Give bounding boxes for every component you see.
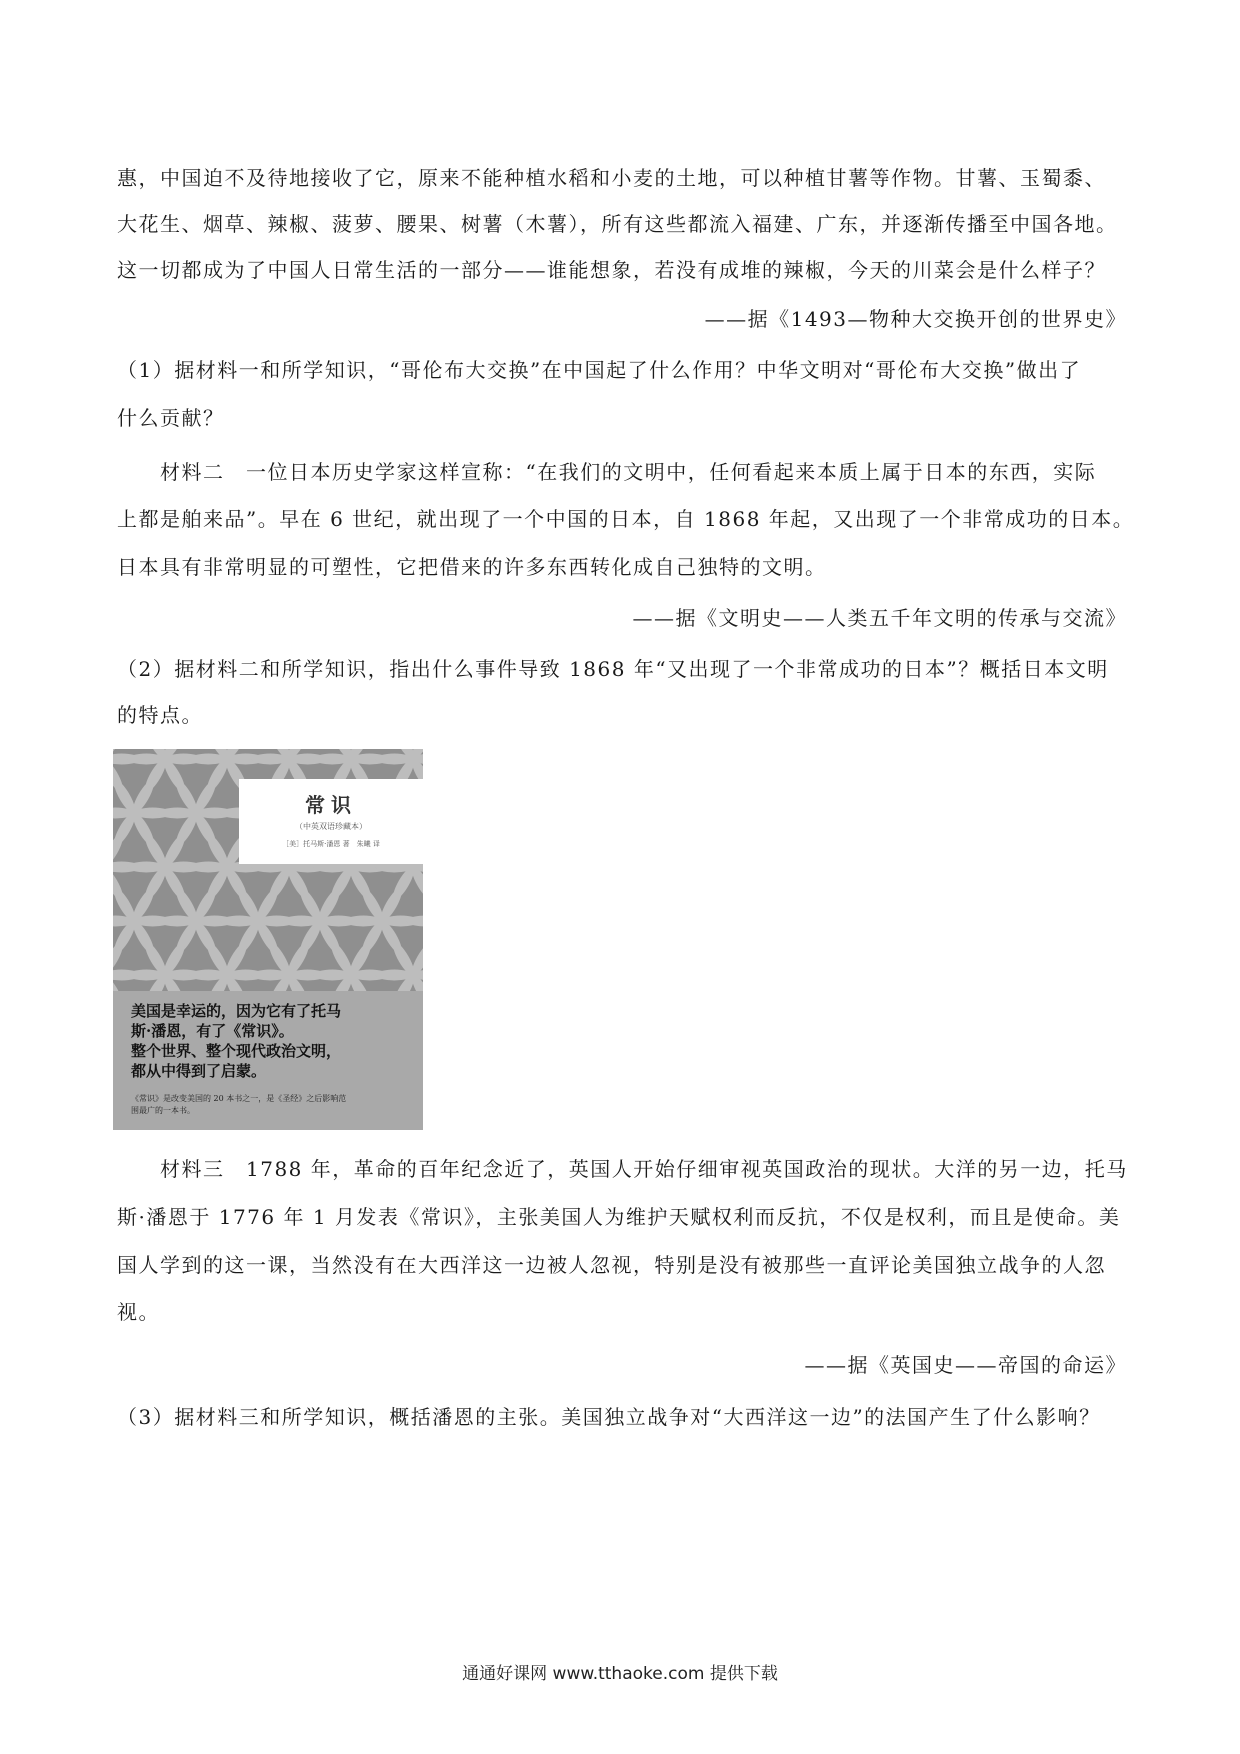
footer-watermark: 通通好课网 www.tthaoke.com 提供下载 <box>462 1664 778 1684</box>
pattern-star <box>376 940 423 991</box>
cover-title-box <box>239 779 423 864</box>
cover-title: 常识 <box>305 793 357 817</box>
book-cover-image <box>113 749 423 1130</box>
material1-line: 这一切都成为了中国人日常生活的一部分——谁能想象，若没有成堆的辣椒，今天的川菜会是什么样子？ <box>117 258 1106 282</box>
pattern-star <box>128 749 203 794</box>
pattern-star <box>407 886 423 956</box>
cover-slogan: 美国是幸运的，因为它有了托马 斯·潘恩，有了《常识》。 整个世界、整个现代政治文明， 都从中得到了启蒙。 <box>131 1002 342 1080</box>
material3-line: 国人学到的这一课，当然没有在大西洋这一边被人忽视，特别是没有被那些一直评论美国独立战争的人忽 <box>117 1253 1106 1277</box>
question1-line: 什么贡献？ <box>117 406 225 430</box>
cover-note: 《常识》是改变美国的 20 本书之一，是《圣经》之后影响范 围最广的一本书。 <box>131 1094 347 1115</box>
material2-line: 上都是舶来品”。早在 6 世纪，就出现了一个中国的日本，自 1868 年起，又出现了一个非常成功的日本。 <box>117 507 1135 531</box>
question3-line: （3）据材料三和所学知识，概括潘恩的主张。美国独立战争对“大西洋这一边”的法国产生了什么影响？ <box>117 1405 1101 1429</box>
pattern-star <box>128 940 203 991</box>
pattern-star <box>113 940 140 991</box>
material1-line: 大花生、烟草、辣椒、菠萝、腰果、树薯（木薯），所有这些都流入福建、广东，并逐渐传播至中国各地。 <box>117 212 1118 236</box>
material1-source: ——据《1493—物种大交换开创的世界史》 <box>704 307 1127 331</box>
pattern-star <box>314 940 389 991</box>
material2-source: ——据《文明史——人类五千年文明的传承与交流》 <box>632 606 1127 630</box>
cover-author: ［美］托马斯·潘恩 著 朱曦 译 <box>282 840 380 848</box>
material2-line: 日本具有非常明显的可塑性，它把借来的许多东西转化成自己独特的文明。 <box>117 555 827 579</box>
material3-source: ——据《英国史——帝国的命运》 <box>804 1353 1127 1377</box>
material3-line: 斯·潘恩于 1776 年 1 月发表《常识》，主张美国人为维护天赋权利而反抗，不仅是权利，而且是使命。美 <box>117 1205 1121 1229</box>
cover-slogan-band <box>113 991 423 1130</box>
pattern-star <box>190 940 265 991</box>
cover-subtitle: （中英双语珍藏本） <box>295 822 367 831</box>
material1-line: 惠，中国迫不及待地接收了它，原来不能种植水稻和小麦的土地，可以种植甘薯等作物。甘薯、玉蜀黍、 <box>117 166 1106 190</box>
material2-line: 材料二 一位日本历史学家这样宣称：“在我们的文明中，任何看起来本质上属于日本的东西，实际 <box>160 460 1097 484</box>
material3-line: 视。 <box>117 1300 160 1324</box>
material3-line: 材料三 1788 年，革命的百年纪念近了，英国人开始仔细审视英国政治的现状。大洋的另一边，托马 <box>160 1157 1128 1181</box>
question2-line: （2）据材料二和所学知识，指出什么事件导致 1868 年“又出现了一个非常成功的日本”？概括日本文明 <box>117 657 1109 681</box>
question1-line: （1）据材料一和所学知识，“哥伦布大交换”在中国起了什么作用？中华文明对“哥伦布大交换”做出了 <box>117 358 1082 382</box>
pattern-star <box>252 940 327 991</box>
question2-line: 的特点。 <box>117 703 203 727</box>
